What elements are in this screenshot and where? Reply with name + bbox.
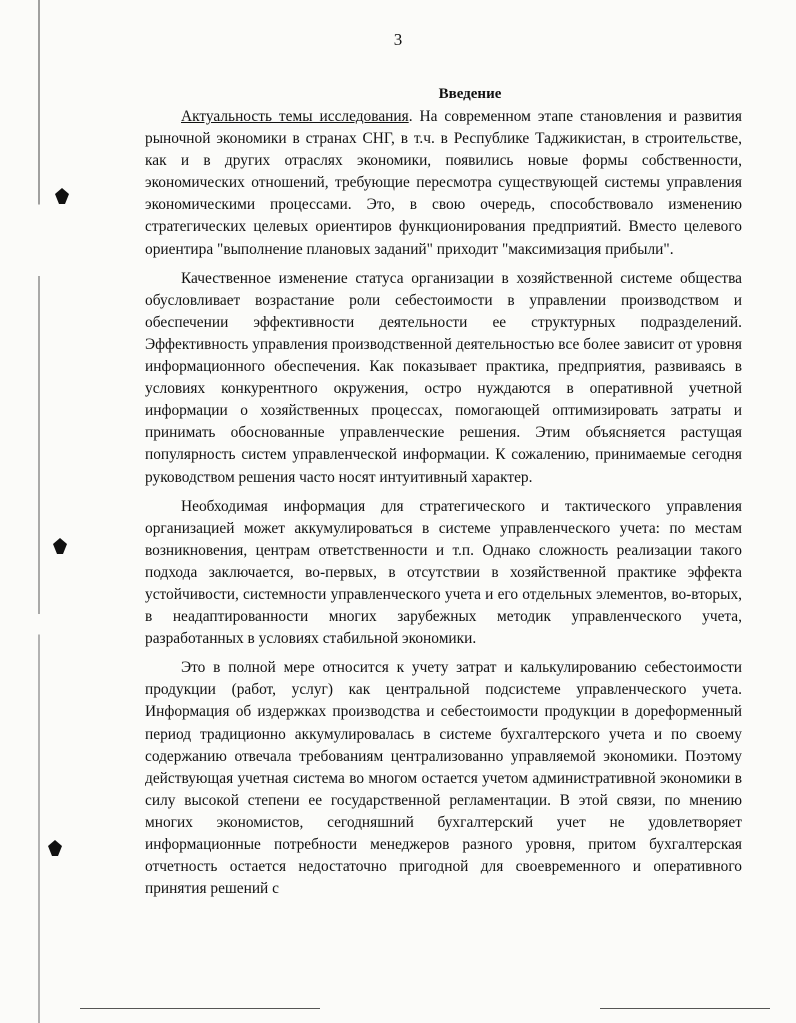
paragraph-4: Это в полной мере относится к учету затрат и калькулированию себестоимости продукции (работ, услуг) как центральной подсистеме управленческого учета. Информация об издержках производства и себестоимости продукции в дореформенный период традиционно аккумулировалась в системе бухгалтерского учета и по своему содержанию отвечала требованиям централизованно управляемой экономики. Поэтому действующая учетная система во многом остается учетом административной экономики в силу высокой степени ее государственной регламентации. В этой связи, по мнению многих экономистов, сегодняшний бухгалтерский учет не удовлетворяет информационные потребности менеджеров разного уровня, притом бухгалтерская отчетность остается недостаточно пригодной для своевременного и оперативного принятия решений с [145,659,742,898]
page-number: 3 [393,30,403,49]
paragraph-1 [145,106,742,261]
topic-relevance-lead: Актуальность темы исследования [181,108,409,125]
paragraph-1-text: . На современном этапе становления и развития рыночной экономики в странах СНГ, в т.ч. в Республике Таджикистан, в строительстве, как и в других отраслях экономики, появились новые формы собственности, экономических отношений, требующие пересмотра существующей системы управления экономическими процессами. Это, в свою очередь, способствовало изменению стратегических целевых ориентиров функционирования предприятий. Вместо целевого ориентира "выполнение плановых заданий" приходит "максимизация прибыли". [145,108,742,258]
scan-edge-line [600,1008,770,1009]
paragraph-2: Качественное изменение статуса организации в хозяйственной системе общества обусловливает возрастание роли себестоимости в управлении производством и обеспечении эффективности деятельности ее структурных подразделений. Эффективность управления производственной деятельностью все более зависит от уровня информационного обеспечения. Как показывает практика, предприятия, развиваясь в условиях конкурентного окружения, остро нуждаются в оперативной учетной информации о хозяйственных процессах, помогающей оптимизировать затраты и принимать обоснованные управленческие решения. Этим объясняется растущая популярность систем управленческой информации. К сожалению, принимаемые сегодня руководством решения часто носят интуитивный характер. [145,269,742,486]
scan-edge-line [80,1008,320,1009]
binder-hole-mark [55,188,69,204]
binder-hole-mark [53,538,67,554]
section-heading: Введение [438,86,502,102]
binder-hole-mark [48,840,62,856]
body-text [145,106,742,900]
binding-margin-line [38,0,40,1023]
paragraph-3: Необходимая информация для стратегического и тактического управления организацией может аккумулироваться в системе управленческого учета: по местам возникновения, центрам ответственности и т.п. Однако сложность реализации такого подхода заключается, во-первых, в отсутствии в хозяйственной практике эффекта устойчивости, системности управленческого учета и его отдельных элементов, во-вторых, в неадаптированности многих зарубежных методик управленческого учета, разработанных в условиях стабильной экономики. [145,497,742,648]
